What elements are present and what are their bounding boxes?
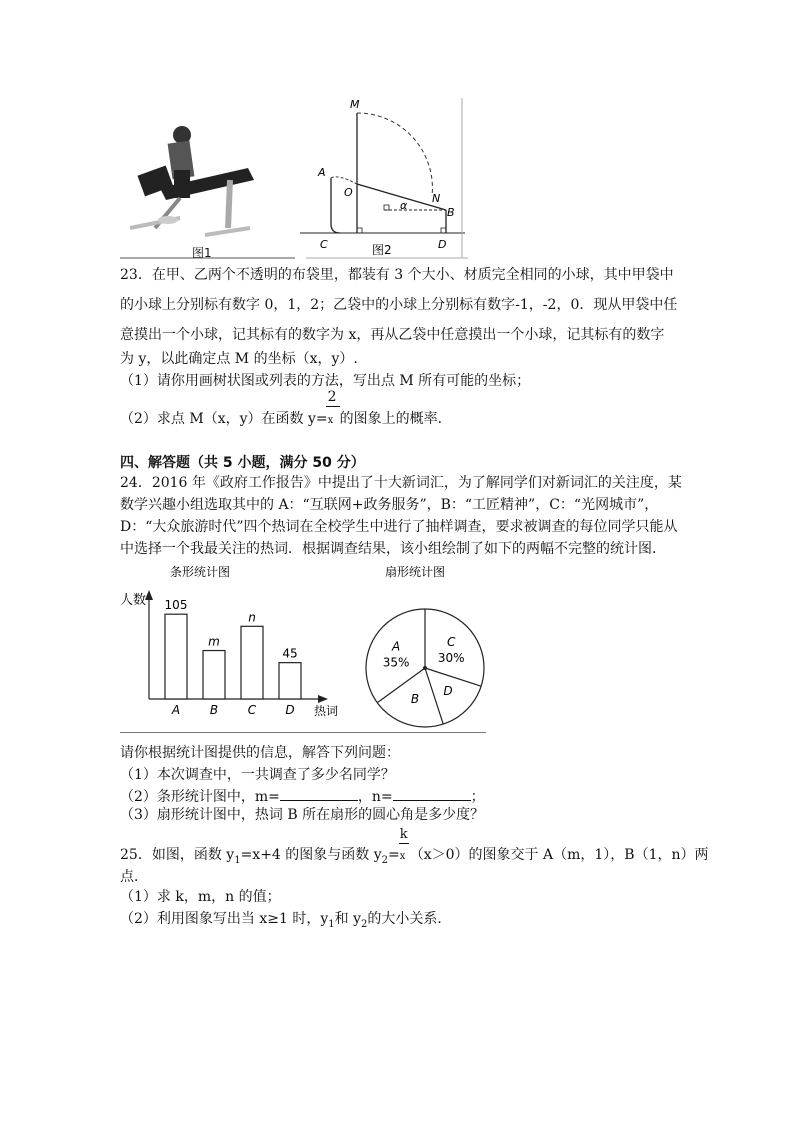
q25-pre: 25．如图，函数 y: [120, 847, 235, 863]
pie-slice-label-D: D: [443, 683, 453, 698]
pie-percent-label-C: 30%: [437, 650, 465, 665]
bar-A: [165, 614, 187, 699]
label-M: M: [350, 98, 360, 111]
bar-x-label: 热词: [314, 704, 339, 718]
y-axis-arrow: [145, 590, 153, 600]
pie-percent-label-A: 35%: [382, 655, 410, 670]
bar-chart-title: 条形统计图: [170, 565, 231, 579]
figure-2: [300, 96, 468, 260]
q23-part2-post: 的图象上的概率．: [339, 411, 452, 427]
pie-chart-title: 扇形统计图: [385, 565, 446, 579]
label-alpha: α: [400, 199, 408, 212]
bar-C: [241, 626, 263, 699]
q25-frac-num: k: [399, 827, 408, 842]
bar-category-label-C: C: [247, 703, 257, 717]
label-D: D: [438, 238, 447, 251]
fig2-caption: 图2: [372, 243, 392, 257]
fig1-illustration: [120, 100, 295, 260]
bar-value-label-B: m: [208, 634, 220, 649]
m-blank: [280, 786, 358, 801]
bar-chart: [120, 562, 348, 733]
q24-part3: （3）扇形统计图中，热词 B 所在扇形的圆心角是多少度？: [120, 807, 485, 823]
q25-frac-bar: [399, 843, 409, 844]
frac-denominator: x: [327, 415, 334, 426]
q24-part2-a: （2）条形统计图中，m=: [120, 789, 280, 805]
q24-line4: 中选择一个我最关注的热词．根据调查结果，该小组绘制了如下的两幅不完整的统计图．: [120, 541, 666, 557]
pie-slice-label-B: B: [410, 691, 420, 706]
bar-category-label-A: A: [171, 703, 181, 717]
fig2-geometry: [300, 96, 468, 260]
q25-part2-pre: （2）利用图象写出当 x≥1 时，y: [120, 911, 329, 927]
x-axis-arrow: [318, 695, 328, 703]
q24-line3: D：“大众旅游时代”四个热词在全校学生中进行了抽样调查，要求被调查的每位同学只能从: [120, 519, 678, 535]
q24-part1: （1）本次调查中，一共调查了多少名同学？: [120, 767, 395, 783]
q25-part2-sub1: 1: [328, 918, 335, 930]
q25-line2: 点．: [120, 869, 148, 885]
q25-post: （x＞0）的图象交于 A（m，1），B（1，n）两: [409, 847, 709, 863]
q24-line2: 数学兴趣小组选取其中的 A：“互联网+政务服务”，B：“工匠精神”，C：“光网城市”，: [120, 497, 659, 513]
q25-line1: [120, 827, 709, 870]
pie-chart: [348, 562, 486, 733]
pie-slice-label-C: C: [447, 634, 456, 649]
bar-chart-svg: [120, 562, 348, 732]
q25-mid: =x+4 的图象与函数 y: [240, 847, 382, 863]
q25-part2-post: 的大小关系．: [367, 911, 452, 927]
q23-part1: （1）请你用画树状图或列表的方法，写出点 M 所有可能的坐标；: [120, 373, 531, 389]
label-A: A: [318, 166, 326, 179]
q25-part2: [120, 910, 451, 934]
bar-value-label-D: 45: [282, 646, 298, 661]
q24-line1: 24．2016 年《政府工作报告》中提出了十大新词汇，为了解同学们对新词汇的关注度，某: [120, 475, 682, 491]
figure-1: [120, 100, 295, 260]
bar-value-label-C: n: [248, 610, 256, 625]
label-C: C: [320, 238, 328, 251]
q23-line3: 意摸出一个小球，记其标有的数字为 x，再从乙袋中任意摸出一个小球，记其标有的数字: [120, 327, 665, 343]
bar-y-label: 人数: [120, 593, 147, 608]
fig1-caption: 图1: [192, 246, 212, 260]
q23-part2: [120, 389, 452, 430]
bar-D: [279, 663, 301, 699]
q24-part2: [120, 786, 485, 806]
q24-part2-b: ，n=: [357, 789, 393, 805]
q24-part2-c: ；: [470, 789, 485, 805]
q25-part2-sub2: 2: [360, 918, 368, 930]
q23-line1: 23．在甲、乙两个不透明的布袋里，都装有 3 个大小、材质完全相同的小球，其中甲袋中: [120, 267, 674, 283]
pie-slice-label-A: A: [391, 639, 401, 654]
q25-part1: （1）求 k，m，n 的值；: [120, 889, 281, 905]
frac-bar: [326, 406, 340, 407]
n-blank: [393, 786, 471, 801]
q25-part2-mid: 和 y: [334, 911, 361, 927]
q25-sub1: 1: [234, 854, 241, 866]
bar-B: [203, 651, 225, 699]
section-heading: 四、解答题（共 5 小题，满分 50 分）: [120, 455, 365, 471]
pie-center: [423, 666, 427, 670]
q23-line4: 为 y，以此确定点 M 的坐标（x，y）.: [120, 351, 358, 367]
q25-fraction: [399, 827, 410, 866]
bar-value-label-A: 105: [164, 598, 188, 613]
label-N: N: [432, 192, 441, 205]
q24-after: 请你根据统计图提供的信息，解答下列问题：: [120, 745, 400, 761]
bar-category-label-B: B: [209, 703, 219, 717]
q25-eq: =: [388, 847, 400, 863]
q23-part2-pre: （2）求点 M（x，y）在函数 y=: [120, 411, 328, 427]
pie-chart-svg: [348, 562, 486, 732]
label-O: O: [344, 186, 353, 199]
label-B: B: [447, 206, 455, 219]
q23-fraction: [327, 389, 340, 430]
q23-line2: 的小球上分别标有数字 0，1，2；乙袋中的小球上分别标有数字-1，-2，0．现从甲袋中任: [120, 297, 678, 313]
bar-category-label-D: D: [285, 703, 295, 717]
frac-numerator: 2: [327, 389, 337, 405]
q25-frac-den: x: [399, 851, 406, 862]
q25-sub2: 2: [381, 854, 389, 866]
